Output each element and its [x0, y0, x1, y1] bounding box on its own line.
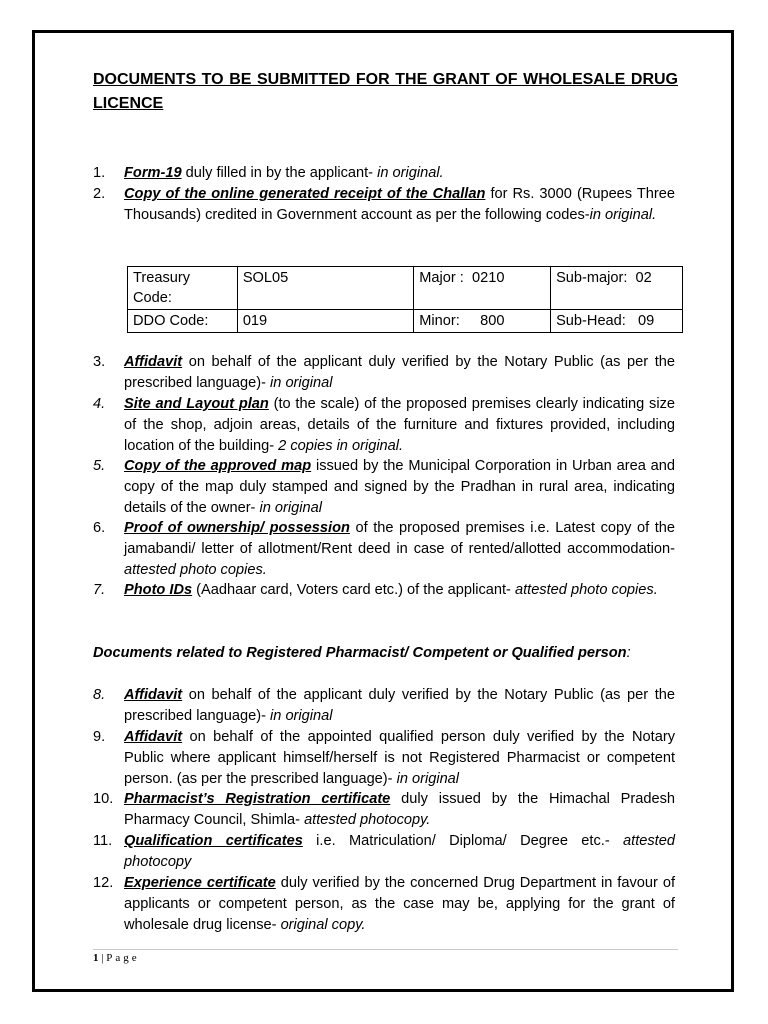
- document-label: Form-19: [124, 165, 182, 181]
- list-item-text: [124, 727, 675, 789]
- document-label: Copy of the approved map: [124, 458, 312, 474]
- list-item-text: [124, 831, 675, 873]
- table-cell: 019: [237, 310, 413, 333]
- document-description: on behalf of the applicant duly verified by the Notary Public (as per the prescribed language)-: [124, 687, 675, 724]
- document-description: (Aadhaar card, Voters card etc.) of the applicant-: [192, 582, 515, 598]
- submission-note: in original: [259, 499, 322, 516]
- page-number: 1: [93, 952, 99, 964]
- list-item-number: 10.: [93, 791, 114, 807]
- list-item: [93, 394, 675, 456]
- document-description: on behalf of the appointed qualified person duly verified by the Notary Public where applicant himself/herself is not Registered Pharmacist or competent person. (as per the prescribed language)-: [124, 729, 675, 787]
- list-item: [93, 456, 675, 518]
- submission-note: in original.: [589, 206, 657, 223]
- document-description: i.e. Matriculation/ Diploma/ Degree etc.-: [302, 833, 624, 849]
- list-item-text: [124, 873, 675, 935]
- list-item-number: 2.: [93, 186, 106, 202]
- list-item-number: 11.: [93, 833, 113, 849]
- list-item-number: 4.: [93, 396, 106, 412]
- list-item-text: [124, 685, 675, 727]
- section-subheading: [93, 645, 631, 661]
- document-description: (to the scale) of the proposed premises clearly indicating size of the shop, adjoin areas, details of the furniture and fixtures provided, including location of the building-: [124, 396, 676, 454]
- table-cell: SOL05: [237, 267, 413, 310]
- list-item: [93, 685, 675, 727]
- table-cell: Major : 0210: [414, 267, 551, 310]
- submission-note: in original.: [377, 165, 444, 181]
- document-label: Experience certificate: [124, 875, 276, 891]
- list-item-number: 7.: [93, 582, 106, 598]
- list-item: [93, 727, 675, 789]
- table-cell: DDO Code:: [128, 310, 238, 333]
- list-item: [93, 352, 675, 394]
- submission-note: attested photocopy.: [304, 811, 431, 828]
- list-item-text: [124, 456, 675, 518]
- list-item-number: 5.: [93, 458, 106, 474]
- document-label: Affidavit: [124, 354, 183, 370]
- submission-note: in original: [270, 374, 333, 391]
- submission-note: attested photo copies.: [514, 582, 658, 598]
- table-row: [128, 310, 683, 333]
- treasury-codes-table: [127, 266, 683, 333]
- document-label: Copy of the online generated receipt of the Challan: [124, 186, 486, 202]
- list-item: [93, 184, 675, 226]
- document-label: Photo IDs: [124, 582, 193, 598]
- document-description: on behalf of the applicant duly verified by the Notary Public (as per the prescribed language)-: [124, 354, 675, 391]
- subheading-text: Documents related to Registered Pharmacist/ Competent or Qualified person: [93, 645, 627, 661]
- document-label: Affidavit: [124, 687, 183, 703]
- document-label: Affidavit: [124, 729, 183, 745]
- list-item: [93, 518, 675, 580]
- page-footer: [93, 952, 140, 964]
- list-item-text: [124, 394, 675, 456]
- list-item: [93, 873, 675, 935]
- list-item: [93, 580, 675, 601]
- submission-note: in original: [270, 707, 333, 724]
- document-description: duly filled in by the applicant-: [181, 165, 378, 181]
- submission-note: attested photo copies.: [124, 561, 267, 578]
- document-description: duly verified by the concerned Drug Department in favour of applicants or competent person, as the case may be, applying for the grant of wholesale drug license-: [124, 875, 676, 933]
- table-cell: Sub-major: 02: [551, 267, 683, 310]
- document-label: Qualification certificates: [124, 833, 303, 849]
- submission-note: 2 copies in original.: [278, 437, 404, 454]
- document-label: Pharmacist’s Registration certificate: [124, 791, 391, 807]
- list-item-number: 9.: [93, 729, 106, 745]
- list-item-number: 3.: [93, 354, 106, 370]
- list-item-text: [124, 184, 675, 226]
- list-item-text: [124, 163, 675, 184]
- list-item: [93, 831, 675, 873]
- document-description: of the proposed premises i.e. Latest copy of the jamabandi/ letter of allotment/Rent deed in case of rented/allotted accommodation-: [124, 520, 676, 557]
- list-item-number: 1.: [93, 165, 106, 181]
- table-cell: Treasury Code:: [128, 267, 238, 310]
- table-cell: Sub-Head: 09: [551, 310, 683, 333]
- table-cell: Minor: 800: [414, 310, 551, 333]
- list-item-number: 6.: [93, 520, 106, 536]
- list-item-text: [124, 789, 675, 831]
- document-title: DOCUMENTS TO BE SUBMITTED FOR THE GRANT OF WHOLESALE DRUG LICENCE: [93, 71, 678, 112]
- document-label: Proof of ownership/ possession: [124, 520, 350, 536]
- document-description: issued by the Municipal Corporation in Urban area and copy of the map duly stamped and signed by the Pradhan in rural area, indicating details of the owner-: [124, 458, 675, 516]
- list-item: [93, 163, 675, 184]
- list-item-text: [124, 352, 675, 394]
- list-item-text: [124, 580, 675, 601]
- page-label: Page: [106, 952, 140, 964]
- list-item-text: [124, 518, 675, 580]
- document-description: for Rs. 3000 (Rupees Three Thousands) credited in Government account as per the following codes-: [124, 186, 675, 223]
- document-label: Site and Layout plan: [124, 396, 269, 412]
- footer-divider: [93, 949, 678, 950]
- submission-note: attested photocopy: [124, 833, 675, 870]
- list-item: [93, 789, 675, 831]
- list-item-number: 8.: [93, 687, 106, 703]
- subheading-colon: :: [626, 645, 631, 661]
- submission-note: in original: [396, 770, 460, 787]
- footer-separator: |: [98, 952, 107, 964]
- list-item-number: 12.: [93, 875, 114, 891]
- submission-note: original copy.: [280, 916, 366, 933]
- document-description: duly issued by the Himachal Pradesh Pharmacy Council, Shimla-: [124, 791, 676, 828]
- table-row: [128, 267, 683, 310]
